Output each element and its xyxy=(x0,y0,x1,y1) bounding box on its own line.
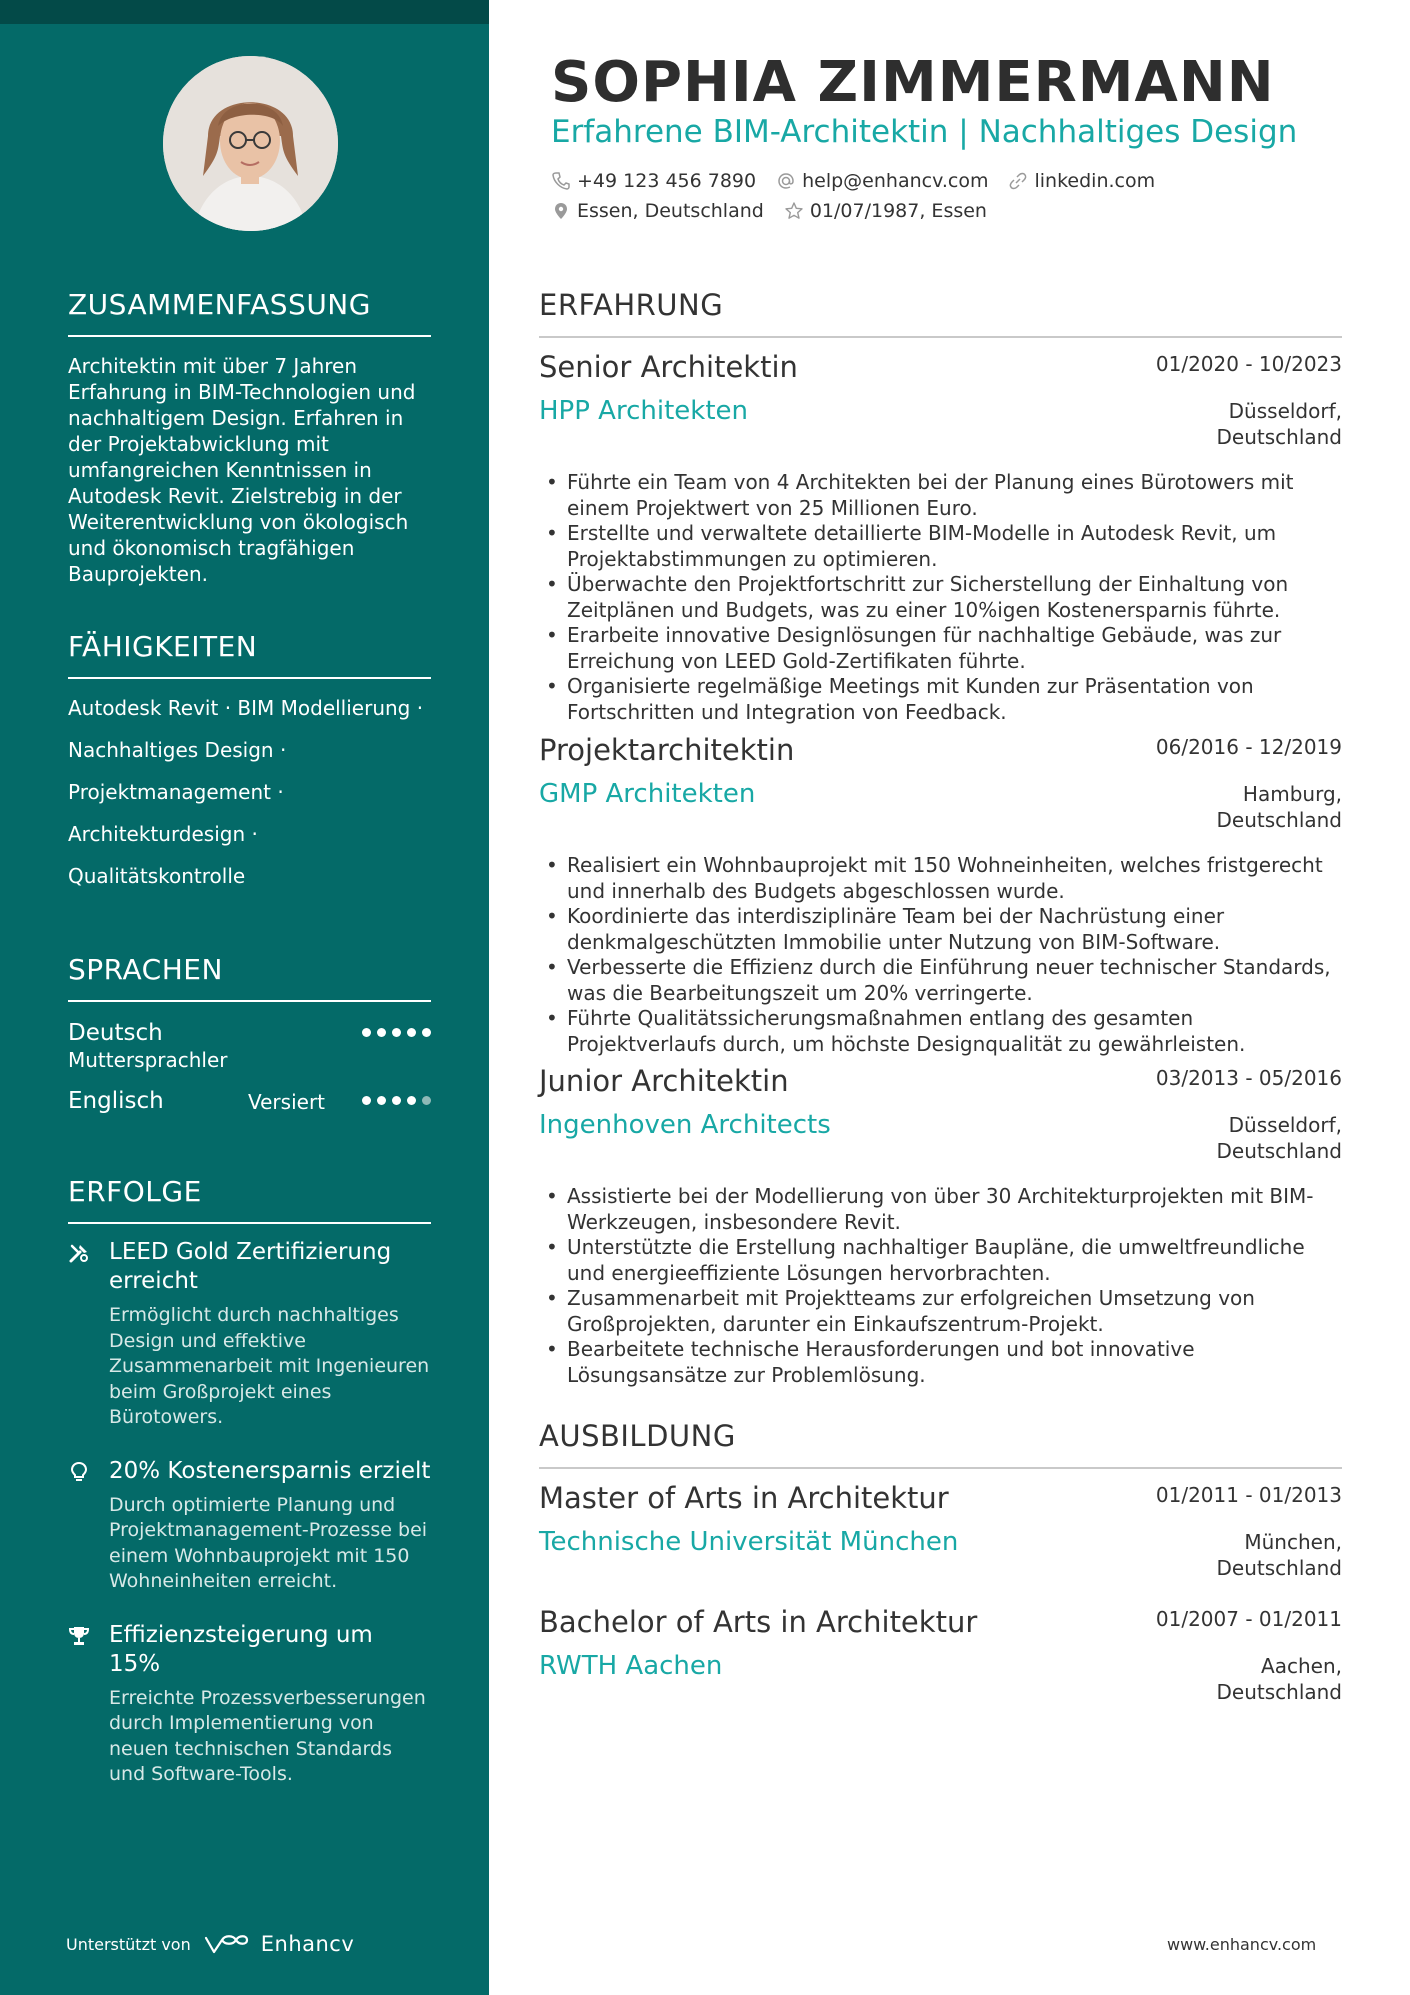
job-location xyxy=(1217,398,1343,450)
achievement-description: Ermöglicht durch nachhaltiges Design und effektive Zusammenarbeit mit Ingenieuren beim Großprojekt eines Bürotowers. xyxy=(109,1304,430,1428)
job-location xyxy=(1217,1112,1343,1164)
language-row-deutsch xyxy=(68,1020,431,1076)
job-date: 06/2016 - 12/2019 xyxy=(1155,735,1342,759)
language-rating xyxy=(362,1096,431,1105)
contact-email[interactable] xyxy=(776,170,988,192)
email-text: help@enhancv.com xyxy=(802,170,989,192)
job-bullet: • Führte Qualitätssicherungsmaßnahmen entlang des gesamten Projektverlaufs durch, um höchste Designqualität zu gewährleisten. xyxy=(539,1006,1342,1057)
link-icon xyxy=(1008,171,1028,191)
job-entry xyxy=(539,733,1342,1057)
lightbulb-icon xyxy=(68,1461,90,1483)
candidate-name: SOPHIA ZIMMERMANN xyxy=(551,50,1275,115)
birth-text: 01/07/1987, Essen xyxy=(809,200,987,222)
language-name: Englisch xyxy=(68,1088,164,1114)
education-title: AUSBILDUNG xyxy=(539,1419,1342,1469)
achievement-item xyxy=(68,1621,431,1788)
brand-name: Enhancv xyxy=(260,1932,355,1956)
skills-section xyxy=(68,630,431,889)
job-bullet: • Organisierte regelmäßige Meetings mit Kunden zur Präsentation von Fortschritten und Integration von Feedback. xyxy=(539,674,1342,725)
location-text: Essen, Deutschland xyxy=(577,200,764,222)
job-title: Projektarchitektin xyxy=(539,733,795,767)
rating-dot-filled xyxy=(392,1028,401,1037)
footer-url[interactable]: www.enhancv.com xyxy=(1167,1935,1317,1954)
school-location-country: Deutschland xyxy=(1216,1556,1342,1580)
contact-location xyxy=(551,200,764,222)
job-bullet: • Realisiert ein Wohnbauprojekt mit 150 Wohneinheiten, welches fristgerecht und innerhalb des Budgets abgeschlossen wurde. xyxy=(539,853,1342,904)
language-row-englisch xyxy=(68,1088,431,1144)
job-location-country: Deutschland xyxy=(1216,1139,1342,1163)
rating-dot-filled xyxy=(407,1028,416,1037)
skill-item: Nachhaltiges Design · xyxy=(68,738,287,762)
job-location-city: Hamburg, xyxy=(1242,782,1342,806)
summary-text: Architektin mit über 7 Jahren Erfahrung in BIM-Technologien und nachhaltigem Design. Erfahren in der Projektabwicklung mit umfangreichen Kenntnissen in Autodesk Revit. Zielstrebig in der Weiterentwicklung von ökologisch und ökonomisch tragfähigen Bauprojekten. xyxy=(68,354,416,586)
job-entry xyxy=(539,350,1342,725)
job-location-country: Deutschland xyxy=(1216,808,1342,832)
job-bullet: • Erstellte und verwaltete detaillierte BIM-Modelle in Autodesk Revit, um Projektabstimmungen zu optimieren. xyxy=(539,521,1342,572)
experience-title: ERFAHRUNG xyxy=(539,288,1342,338)
summary-title: ZUSAMMENFASSUNG xyxy=(68,288,431,337)
rating-dot-filled xyxy=(362,1028,371,1037)
contact-birth xyxy=(784,200,987,222)
rating-dot-filled xyxy=(377,1028,386,1037)
profile-photo xyxy=(163,56,338,231)
job-bullet: • Koordinierte das interdisziplinäre Team bei der Nachrüstung einer denkmalgeschützten Immobilie unter Nutzung von BIM-Software. xyxy=(539,904,1342,955)
rating-dot-empty xyxy=(422,1096,431,1105)
achievements-section xyxy=(68,1175,431,1788)
skills-title: FÄHIGKEITEN xyxy=(68,630,431,679)
language-subtitle: Muttersprachler xyxy=(68,1048,228,1072)
location-pin-icon xyxy=(551,201,571,221)
job-bullet: • Bearbeitete technische Herausforderungen und bot innovative Lösungsansätze zur Problemlösung. xyxy=(539,1337,1342,1388)
linkedin-text: linkedin.com xyxy=(1034,170,1156,192)
powered-label: Unterstützt von xyxy=(66,1934,191,1954)
job-location xyxy=(1217,781,1343,833)
languages-title: SPRACHEN xyxy=(68,953,431,1002)
skill-item: Qualitätskontrolle xyxy=(68,864,246,888)
rating-dot-filled xyxy=(422,1028,431,1037)
job-bullet: • Assistierte bei der Modellierung von über 30 Architekturprojekten mit BIM-Werkzeugen, insbesondere Revit. xyxy=(539,1184,1342,1235)
enhancv-logo-icon xyxy=(203,1932,249,1956)
job-bullet: • Verbesserte die Effizienz durch die Einführung neuer technischer Standards, was die Bearbeitungszeit um 20% verringerte. xyxy=(539,955,1342,1006)
phone-text: +49 123 456 7890 xyxy=(577,170,757,192)
languages-section xyxy=(68,953,431,1144)
job-company: HPP Architekten xyxy=(539,396,748,426)
job-location-city: Düsseldorf, xyxy=(1228,399,1342,423)
achievements-title: ERFOLGE xyxy=(68,1175,431,1224)
skill-item: Autodesk Revit · BIM Modellierung · xyxy=(68,696,424,720)
job-bullet: • Erarbeite innovative Designlösungen für nachhaltige Gebäude, was zur Erreichung von LEED Gold-Zertifikaten führte. xyxy=(539,623,1342,674)
school-location xyxy=(1217,1653,1343,1705)
tools-icon xyxy=(68,1242,90,1264)
school-location-country: Deutschland xyxy=(1216,1680,1342,1704)
contact-row-2 xyxy=(551,200,1007,222)
school-location-city: München, xyxy=(1244,1530,1342,1554)
contact-linkedin[interactable] xyxy=(1008,170,1155,192)
degree-title: Master of Arts in Architektur xyxy=(539,1481,949,1515)
achievement-title: LEED Gold Zertifizierung erreicht xyxy=(109,1239,392,1294)
rating-dot-filled xyxy=(407,1096,416,1105)
school-name: RWTH Aachen xyxy=(539,1651,723,1681)
achievement-title: 20% Kostenersparnis erzielt xyxy=(109,1457,431,1484)
star-icon xyxy=(784,201,804,221)
achievement-item xyxy=(68,1457,431,1595)
language-level: Versiert xyxy=(248,1090,326,1114)
school-location xyxy=(1217,1529,1343,1581)
job-location-city: Düsseldorf, xyxy=(1228,1113,1342,1137)
contact-row-1 xyxy=(551,170,1175,192)
at-icon xyxy=(776,171,796,191)
achievement-item xyxy=(68,1238,431,1431)
school-name: Technische Universität München xyxy=(539,1527,959,1557)
achievement-title: Effizienzsteigerung um 15% xyxy=(109,1621,373,1677)
education-date: 01/2011 - 01/2013 xyxy=(1155,1483,1342,1507)
education-date: 01/2007 - 01/2011 xyxy=(1155,1607,1342,1631)
job-title: Senior Architektin xyxy=(539,350,798,384)
job-company: GMP Architekten xyxy=(539,779,756,809)
job-bullet: • Zusammenarbeit mit Projektteams zur erfolgreichen Umsetzung von Großprojekten, darunter ein Einkaufszentrum-Projekt. xyxy=(539,1286,1342,1337)
rating-dot-filled xyxy=(392,1096,401,1105)
job-bullet: • Überwachte den Projektfortschritt zur Sicherstellung der Einhaltung von Zeitplänen und Budgets, was zu einer 10%igen Kostenersparnis führte. xyxy=(539,572,1342,623)
job-location-country: Deutschland xyxy=(1216,425,1342,449)
job-bullets xyxy=(539,1184,1342,1388)
job-title: Junior Architektin xyxy=(539,1064,789,1098)
language-name: Deutsch xyxy=(68,1020,163,1046)
education-entry xyxy=(539,1481,1342,1580)
skill-item: Projektmanagement · xyxy=(68,780,284,804)
contact-phone xyxy=(551,170,756,192)
school-location-city: Aachen, xyxy=(1261,1654,1342,1678)
sidebar xyxy=(0,0,489,1995)
job-bullet: • Unterstützte die Erstellung nachhaltiger Baupläne, die umweltfreundliche und energieeffiziente Lösungen hervorbrachten. xyxy=(539,1235,1342,1286)
language-rating xyxy=(362,1028,431,1037)
achievement-description: Erreichte Prozessverbesserungen durch Implementierung von neuen technischen Standards und Software-Tools. xyxy=(109,1686,426,1785)
education-entry xyxy=(539,1605,1342,1704)
rating-dot-filled xyxy=(362,1096,371,1105)
sidebar-top-bar xyxy=(0,0,489,24)
skills-list xyxy=(68,695,431,889)
job-date: 01/2020 - 10/2023 xyxy=(1155,352,1342,376)
job-entry xyxy=(539,1064,1342,1388)
summary-section xyxy=(68,288,431,587)
degree-title: Bachelor of Arts in Architektur xyxy=(539,1605,978,1639)
job-date: 03/2013 - 05/2016 xyxy=(1155,1066,1342,1090)
job-bullet: • Führte ein Team von 4 Architekten bei der Planung eines Bürotowers mit einem Projektwert von 25 Millionen Euro. xyxy=(539,470,1342,521)
skill-item: Architekturdesign · xyxy=(68,822,258,846)
achievement-description: Durch optimierte Planung und Projektmanagement-Prozesse bei einem Wohnbauprojekt mit 150 Wohneinheiten erreicht. xyxy=(109,1493,428,1592)
powered-by xyxy=(66,1932,354,1956)
rating-dot-filled xyxy=(377,1096,386,1105)
job-company: Ingenhoven Architects xyxy=(539,1110,831,1140)
phone-icon xyxy=(551,171,571,191)
job-bullets xyxy=(539,853,1342,1057)
candidate-subtitle: Erfahrene BIM-Architektin | Nachhaltiges Design xyxy=(551,114,1298,150)
job-bullets xyxy=(539,470,1342,725)
trophy-icon xyxy=(68,1625,90,1647)
